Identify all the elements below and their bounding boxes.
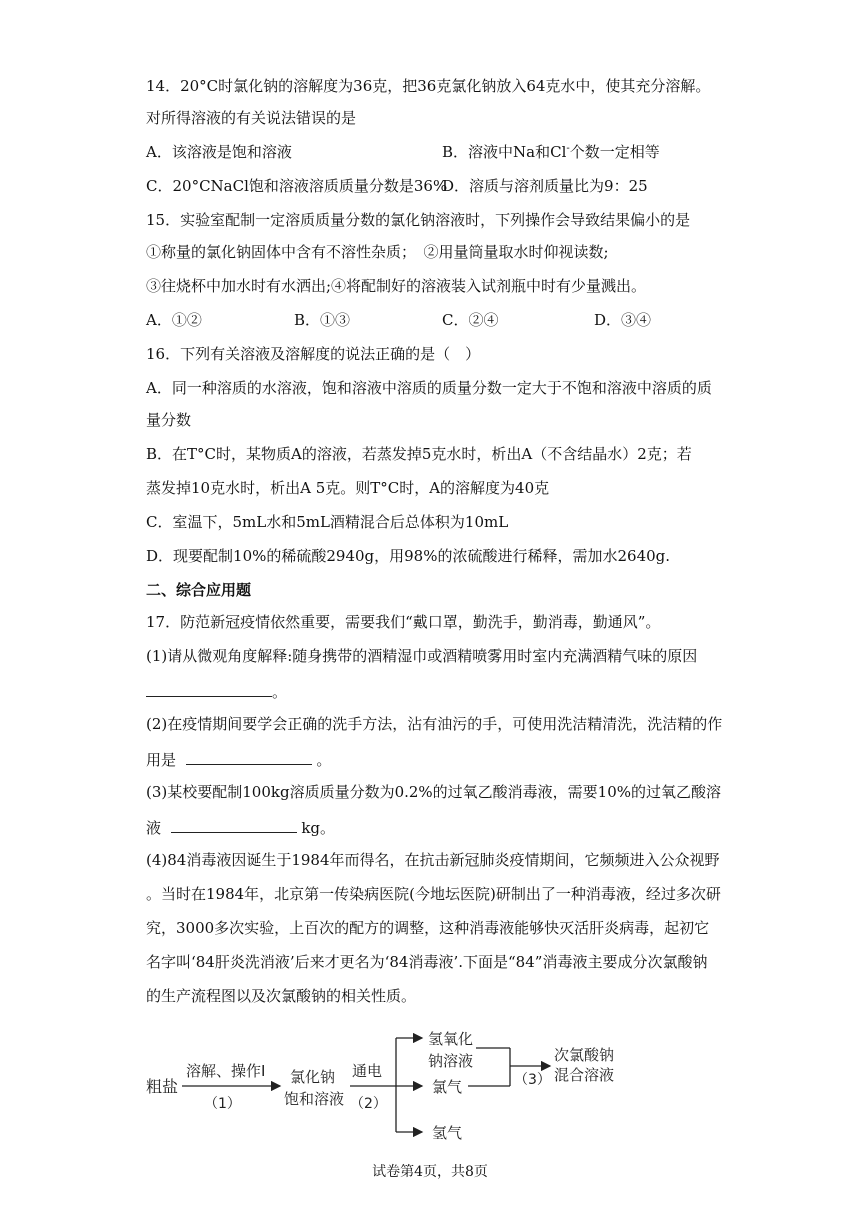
page-footer: 试卷第4页，共8页 (372, 1164, 488, 1180)
flow-out1-label-1: 氢氧化 (428, 1030, 474, 1048)
q17-part4-line2: 。当时在1984年，北京第一传染病医院(今地坛医院)研制出了一种消毒液，经过多次研 (146, 885, 721, 903)
q15-option-c: C．②④ (442, 311, 499, 329)
answer-blank-3[interactable] (171, 816, 297, 833)
section-title: 二、综合应用题 (146, 581, 252, 599)
q14-option-b: B．溶液中Na和Cl-个数一定相等 (442, 143, 660, 161)
flow-step2-label: 通电 (352, 1062, 383, 1080)
flow-end-label-2: 混合溶液 (554, 1066, 615, 1084)
flow-end-label-1: 次氯酸钠 (554, 1046, 615, 1064)
flow-step2-number: （2） (350, 1096, 387, 1112)
q17-part3: (3)某校要配制100kg溶质质量分数为0.2%的过氧乙酸消毒液，需要10%的过氧乙酸溶 (146, 783, 722, 801)
q17-part3-answer-line: 液 kg。 (146, 816, 335, 838)
q15-stem: 15．实验室配制一定溶质质量分数的氯化钠溶液时，下列操作会导致结果偏小的是 (146, 211, 691, 229)
q15-option-b: B．①③ (294, 311, 351, 329)
q15-item-1: ①称量的氯化钠固体中含有不溶性杂质； ②用量筒量取水时仰视读数; (146, 243, 609, 261)
q17-part4-line5: 的生产流程图以及次氯酸钠的相关性质。 (146, 987, 417, 1005)
flow-out3-label: 氢气 (432, 1124, 463, 1142)
flow-mid-label-2: 饱和溶液 (284, 1090, 345, 1108)
production-flow-diagram (140, 1030, 660, 1150)
q17-part4-line3: 究，3000多次实验，上百次的配方的调整，这种消毒液能够快灭活肝炎病毒，起初它 (146, 919, 710, 937)
q16-option-b: B．在T°C时，某物质A的溶液，若蒸发掉5克水时，析出A（不含结晶水）2克；若 (146, 445, 692, 463)
q14-stem-cont: 对所得溶液的有关说法错误的是 (146, 109, 357, 127)
answer-blank-1[interactable] (146, 680, 272, 697)
q15-option-a: A．①② (146, 311, 202, 329)
q17-part2-answer-line: 用是 。 (146, 748, 331, 770)
q16-option-d: D．现要配制10%的稀硫酸2940g，用98%的浓硫酸进行稀释，需加水2640g. (146, 547, 671, 565)
q14-stem: 14．20°C时氯化钠的溶解度为36克，把36克氯化钠放入64克水中，使其充分溶解。 (146, 77, 711, 95)
q15-option-d: D．③④ (594, 311, 652, 329)
q17-part4-line4: 名字叫‘84肝炎洗消液’后来才更名为‘84消毒液’.下面是“84”消毒液主要成分次氯酸钠 (146, 953, 708, 971)
flow-start-label: 粗盐 (146, 1077, 179, 1096)
q17-part1: (1)请从微观角度解释:随身携带的酒精湿巾或酒精喷雾用时室内充满酒精气味的原因 (146, 647, 698, 665)
answer-blank-2[interactable] (186, 748, 312, 765)
flow-out1-label-2: 钠溶液 (428, 1052, 474, 1070)
q16-stem: 16．下列有关溶液及溶解度的说法正确的是（ ） (146, 345, 481, 363)
q16-option-b-cont: 蒸发掉10克水时，析出A 5克。则T°C时，A的溶解度为40克 (146, 479, 550, 497)
flow-step1-number: （1） (204, 1096, 241, 1112)
flow-out2-label: 氯气 (432, 1078, 463, 1096)
q15-item-2: ③往烧杯中加水时有水洒出;④将配制好的溶液装入试剂瓶中时有少量溅出。 (146, 277, 647, 295)
flow-step1-label: 溶解、操作I (186, 1062, 266, 1080)
q16-option-c: C．室温下，5mL水和5mL酒精混合后总体积为10mL (146, 513, 509, 531)
q17-stem: 17．防范新冠疫情依然重要，需要我们“戴口罩，勤洗手，勤消毒，勤通风”。 (146, 613, 661, 631)
q17-part1-answer-line: 。 (146, 680, 287, 702)
flow-mid-label-1: 氯化钠 (290, 1068, 336, 1086)
q14-option-a: A．该溶液是饱和溶液 (146, 143, 292, 161)
q17-part4: (4)84消毒液因诞生于1984年而得名，在抗击新冠肺炎疫情期间，它频频进入公众视野 (146, 851, 720, 869)
q17-part2: (2)在疫情期间要学会正确的洗手方法，沾有油污的手，可使用洗洁精清洗，洗洁精的作 (146, 715, 723, 733)
q16-option-a: A．同一种溶质的水溶液，饱和溶液中溶质的质量分数一定大于不饱和溶液中溶质的质 (146, 379, 712, 397)
q16-option-a-cont: 量分数 (146, 411, 192, 429)
q14-option-d: D．溶质与溶剂质量比为9：25 (442, 177, 648, 195)
flow-step3-number: （3） (514, 1072, 551, 1088)
q14-option-c: C．20°CNaCl饱和溶液溶质质量分数是36% (146, 177, 448, 195)
